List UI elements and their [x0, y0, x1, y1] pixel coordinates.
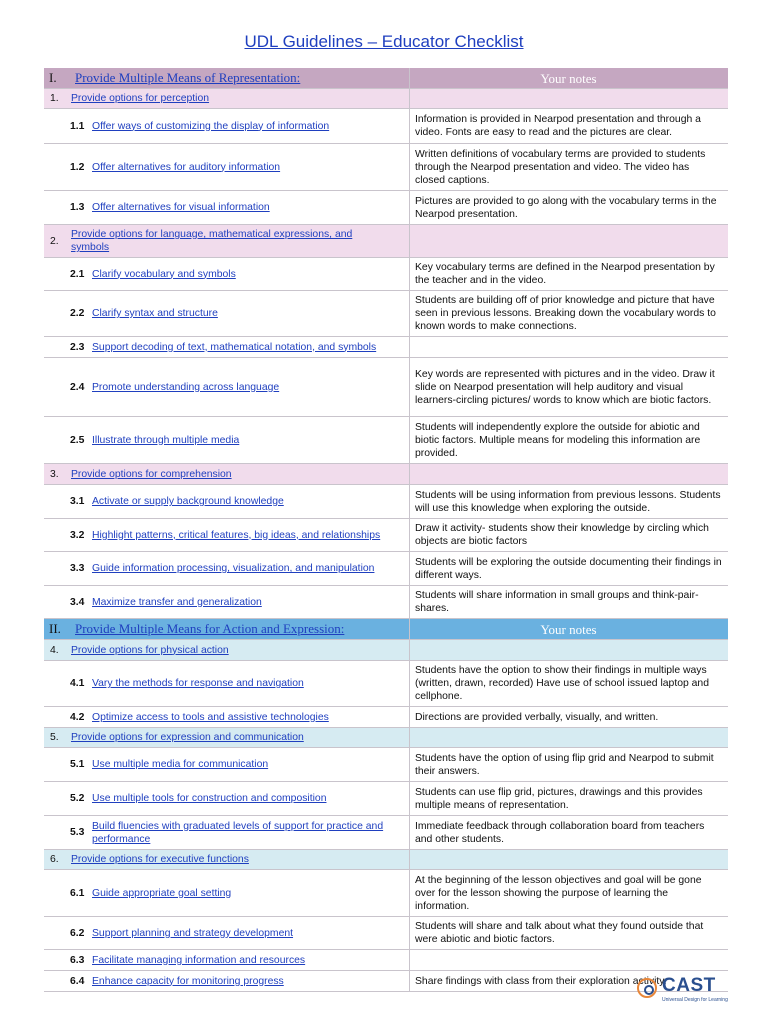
note-cell: Information is provided in Nearpod presentation and through a video. Fonts are easy to read and the pictures are clear. — [415, 114, 701, 138]
item-link[interactable]: Highlight patterns, critical features, big ideas, and relationships — [92, 529, 381, 541]
item-link[interactable]: Guide appropriate goal setting — [92, 887, 232, 899]
group-number: 1. — [50, 93, 59, 104]
note-cell: At the beginning of the lesson objectives and goal will be gone over for the lesson showing the purpose of learning the information. — [415, 874, 702, 912]
section-title-link[interactable]: Provide Multiple Means for Action and Expression: — [75, 621, 345, 636]
group-link[interactable]: Provide options for expression and communication — [71, 732, 304, 743]
item-number: 2.5 — [70, 434, 85, 446]
item-number: 3.2 — [70, 529, 85, 541]
item-link[interactable]: Maximize transfer and generalization — [92, 596, 262, 608]
item-link[interactable]: Guide information processing, visualization, and manipulation — [92, 563, 375, 574]
item-link[interactable]: Clarify vocabulary and symbols — [92, 268, 236, 280]
group-number: 6. — [50, 854, 59, 865]
guideline-row — [44, 661, 728, 707]
notes-header: Your notes — [410, 68, 728, 88]
note-cell: Key words are represented with pictures and in the video. Draw it slide on Nearpod presentation will help auditory and visual learners-circling pictures/ words to know which are biotic factors. — [415, 368, 715, 406]
note-cell: Students will be using information from previous lessons. Students will use this knowledge when exploring the outside. — [415, 489, 721, 514]
guideline-row — [44, 109, 728, 144]
guideline-row — [44, 950, 728, 971]
item-link[interactable]: Vary the methods for response and navigation — [92, 678, 304, 689]
note-cell: Draw it activity- students show their knowledge by circling which objects are biotic factors — [415, 523, 709, 547]
note-cell: Students will independently explore the outside for abiotic and biotic factors. Multiple means for modeling this information are provided. — [415, 421, 701, 459]
page-title[interactable]: UDL Guidelines – Educator Checklist — [244, 32, 524, 51]
note-cell — [410, 950, 728, 970]
group-link[interactable]: Provide options for language, mathematical expressions, and symbols — [71, 229, 353, 253]
note-cell: Share findings with class from their exploration activity. — [415, 975, 667, 987]
section-action-expression — [44, 619, 728, 992]
checklist-table — [44, 68, 728, 992]
notes-header: Your notes — [410, 619, 728, 639]
note-cell: Students have the option of using flip grid and Nearpod to submit their answers. — [415, 752, 714, 777]
guideline-row — [44, 971, 728, 992]
note-cell: Immediate feedback through collaboration board from teachers and other students. — [415, 820, 705, 845]
item-link[interactable]: Promote understanding across language — [92, 381, 280, 393]
group-link[interactable]: Provide options for executive functions — [71, 854, 249, 865]
note-cell: Students can use flip grid, pictures, drawings and this provides multiple means of representation. — [415, 786, 703, 811]
item-number: 4.2 — [70, 711, 85, 723]
group-row — [44, 640, 728, 661]
guideline-row — [44, 816, 728, 850]
item-link[interactable]: Illustrate through multiple media — [92, 434, 240, 446]
item-number: 2.4 — [70, 381, 85, 393]
guideline-row — [44, 917, 728, 950]
item-number: 2.1 — [70, 268, 85, 280]
guideline-row — [44, 748, 728, 782]
note-cell: Students will be exploring the outside documenting their findings in different ways. — [415, 556, 722, 581]
guideline-row — [44, 586, 728, 619]
guideline-row — [44, 707, 728, 728]
group-row — [44, 225, 728, 258]
guideline-row — [44, 291, 728, 337]
item-link[interactable]: Offer ways of customizing the display of information — [92, 120, 330, 132]
item-number: 1.2 — [70, 161, 85, 173]
cast-logo — [634, 975, 726, 1009]
group-row — [44, 89, 728, 109]
guideline-row — [44, 358, 728, 417]
item-link[interactable]: Facilitate managing information and resources — [92, 954, 306, 966]
section-title-link[interactable]: Provide Multiple Means of Representation: — [75, 70, 301, 85]
item-link[interactable]: Build fluencies with graduated levels of support for practice and performance — [92, 820, 384, 845]
group-row — [44, 728, 728, 748]
item-number: 6.2 — [70, 927, 85, 939]
group-number: 5. — [50, 732, 59, 743]
group-number: 4. — [50, 644, 59, 656]
guideline-row — [44, 519, 728, 552]
item-number: 1.3 — [70, 202, 85, 213]
guideline-row — [44, 337, 728, 358]
item-number: 5.1 — [70, 759, 85, 770]
guideline-row — [44, 258, 728, 291]
item-link[interactable]: Offer alternatives for auditory information — [92, 161, 281, 173]
item-link[interactable]: Clarify syntax and structure — [92, 308, 218, 319]
note-cell: Directions are provided verbally, visually, and written. — [415, 711, 659, 723]
logo-wordmark: CAST — [662, 975, 716, 996]
item-number: 2.3 — [70, 341, 85, 353]
item-link[interactable]: Use multiple tools for construction and composition — [92, 793, 327, 804]
guideline-row — [44, 485, 728, 519]
item-number: 5.2 — [70, 793, 85, 804]
item-link[interactable]: Offer alternatives for visual information — [92, 202, 270, 213]
group-row — [44, 850, 728, 870]
group-link[interactable]: Provide options for comprehension — [71, 468, 232, 480]
item-number: 6.3 — [70, 954, 85, 966]
note-cell: Students will share and talk about what they found outside that were abiotic and biotic factors. — [415, 921, 704, 945]
guideline-row — [44, 782, 728, 816]
note-cell: Students have the option to show their findings in multiple ways (written, drawn, recorded) Have use of school issued laptop and cellphone. — [415, 665, 709, 702]
item-number: 3.3 — [70, 563, 85, 574]
item-number: 6.1 — [70, 887, 85, 899]
item-number: 6.4 — [70, 975, 85, 987]
item-number: 1.1 — [70, 120, 85, 132]
section-header-row — [44, 68, 728, 89]
section-number: II. — [49, 621, 61, 636]
item-link[interactable]: Support decoding of text, mathematical notation, and symbols — [92, 341, 377, 353]
note-cell: Pictures are provided to go along with the vocabulary terms in the Nearpod presentation. — [415, 195, 717, 220]
group-link[interactable]: Provide options for perception — [71, 93, 210, 104]
guideline-row — [44, 191, 728, 225]
item-link[interactable]: Enhance capacity for monitoring progress — [92, 975, 284, 987]
item-number: 3.4 — [70, 596, 85, 608]
logo-tagline: Universal Design for Learning — [662, 997, 728, 1003]
note-cell: Students are building off of prior knowledge and picture that have seen in previous lessons. Breaking down the vocabulary words to known words to make connections. — [415, 295, 716, 332]
group-row — [44, 464, 728, 485]
item-link[interactable]: Support planning and strategy development — [92, 927, 294, 939]
item-number: 2.2 — [70, 308, 85, 319]
item-number: 4.1 — [70, 678, 85, 689]
item-number: 3.1 — [70, 496, 85, 507]
section-representation — [44, 68, 728, 619]
guideline-row — [44, 417, 728, 464]
guideline-row — [44, 870, 728, 917]
note-cell: Key vocabulary terms are defined in the Nearpod presentation by the teacher and in the video. — [415, 262, 715, 286]
item-link[interactable]: Activate or supply background knowledge — [92, 496, 284, 507]
note-cell: Students will share information in small groups and think-pair-shares. — [415, 590, 699, 614]
item-link[interactable]: Use multiple media for communication — [92, 759, 269, 770]
cast-logo-icon — [637, 978, 657, 998]
item-number: 5.3 — [70, 827, 85, 838]
guideline-row — [44, 144, 728, 191]
section-number: I. — [49, 70, 57, 85]
note-cell — [410, 337, 728, 357]
item-link[interactable]: Optimize access to tools and assistive technologies — [92, 711, 329, 723]
guideline-row — [44, 552, 728, 586]
group-number: 3. — [50, 468, 59, 480]
section-header-row — [44, 619, 728, 640]
group-link[interactable]: Provide options for physical action — [71, 644, 229, 656]
note-cell: Written definitions of vocabulary terms are provided to students through the Nearpod presentation and video. The video has closed captions. — [415, 148, 706, 186]
group-number: 2. — [50, 235, 59, 247]
